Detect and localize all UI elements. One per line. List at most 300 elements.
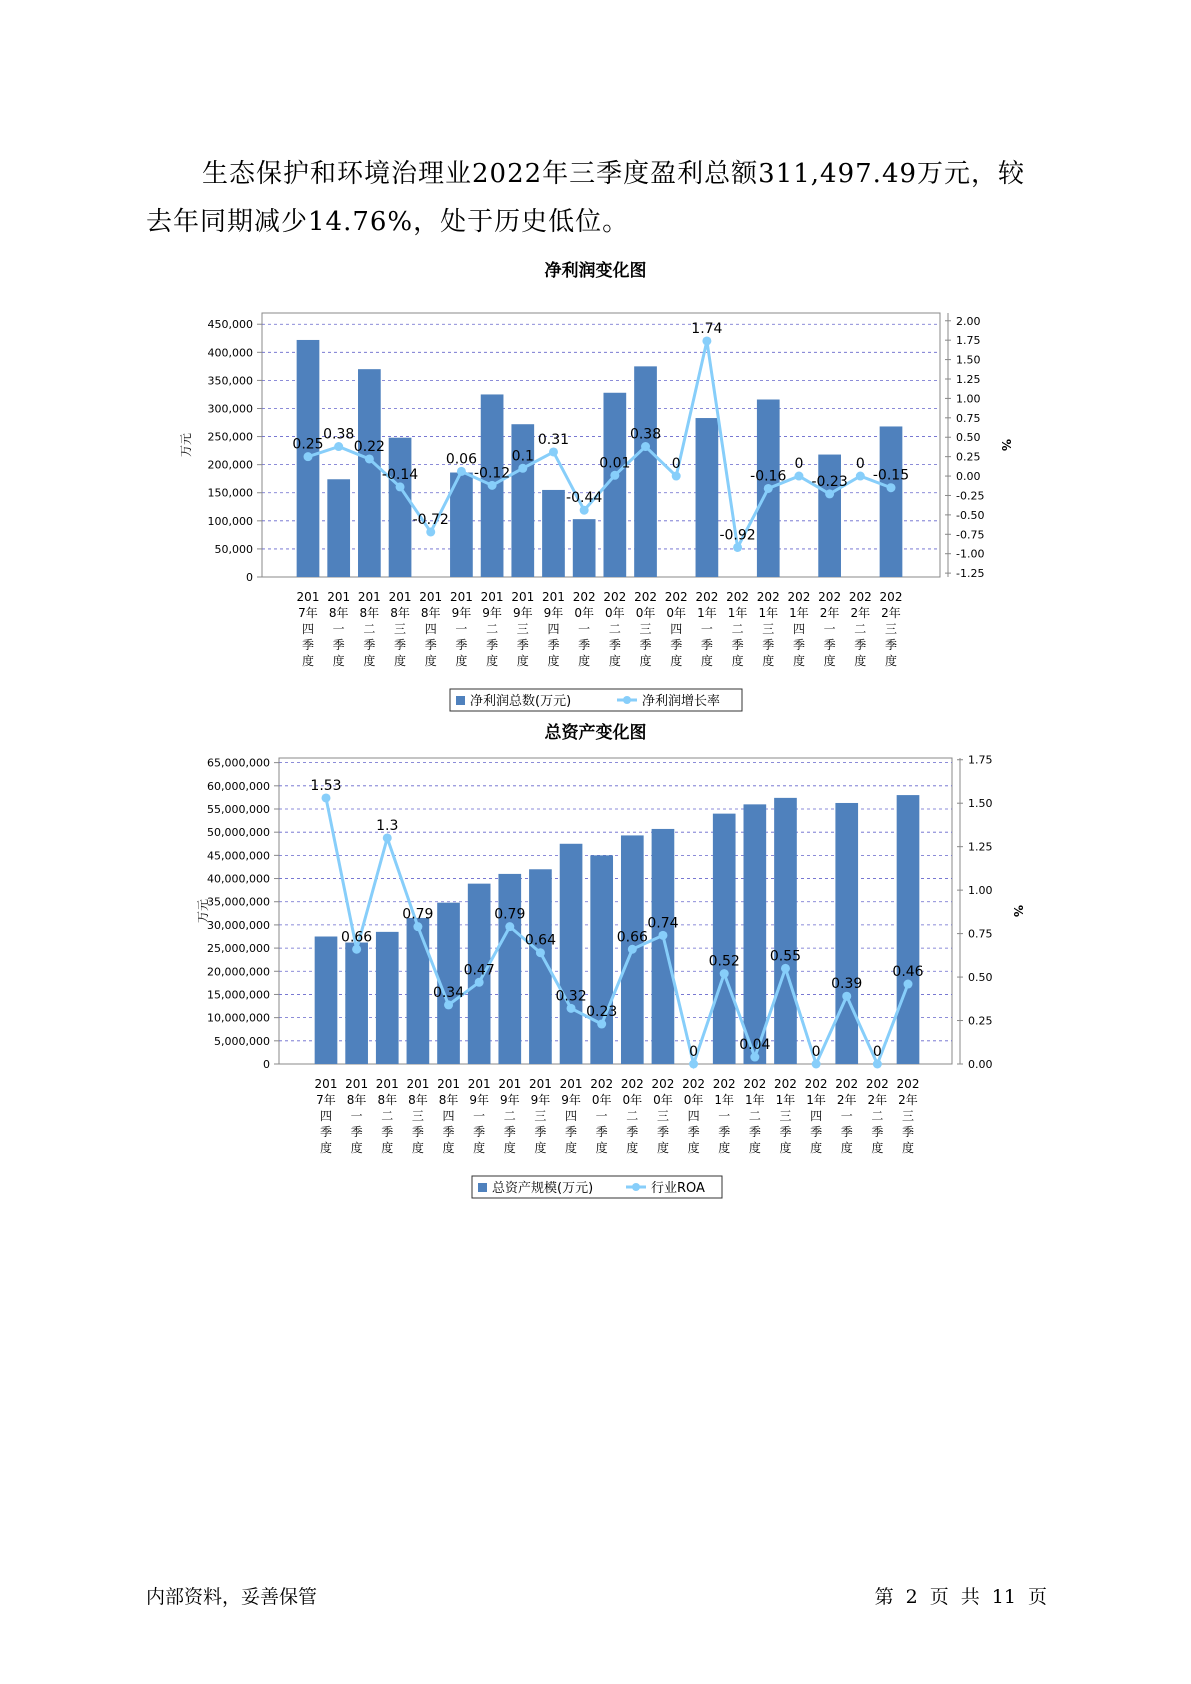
left-tick-label: 50,000,000 (207, 826, 270, 840)
x-tick-label: 度 (350, 1141, 363, 1155)
right-tick-label: -0.75 (956, 528, 985, 542)
x-tick-label: 度 (394, 654, 407, 668)
right-tick-label: -1.00 (956, 547, 985, 561)
left-tick-label: 0 (246, 571, 253, 584)
x-tick-label: 201 (327, 590, 351, 604)
line-point (413, 922, 422, 931)
data-label: 0.46 (892, 964, 924, 981)
line-point (641, 442, 650, 451)
x-tick-label: 季 (381, 1125, 394, 1139)
x-tick-label: 度 (840, 1141, 853, 1155)
x-tick-label: 三 (901, 1109, 915, 1123)
right-tick-label: 1.25 (968, 840, 993, 854)
bar (560, 844, 583, 1064)
right-tick-label: -1.25 (956, 567, 985, 581)
x-tick-label: 一 (350, 1109, 363, 1123)
right-tick-label: 0.00 (968, 1058, 993, 1071)
x-tick-label: 季 (578, 638, 591, 652)
x-tick-label: 一 (718, 1109, 731, 1123)
x-tick-label: 四 (810, 1109, 823, 1123)
data-label: 0 (811, 1044, 821, 1060)
x-tick-label: 9年 (561, 1093, 581, 1107)
bar (327, 479, 350, 577)
data-label: 0.64 (524, 932, 557, 949)
x-tick-label: 季 (608, 638, 621, 652)
x-tick-label: 8年 (390, 606, 410, 620)
line-point (764, 484, 773, 493)
x-tick-label: 季 (639, 638, 652, 652)
right-tick-label: 0.75 (956, 411, 981, 425)
left-tick-label: 45,000,000 (207, 849, 270, 863)
x-tick-label: 一 (700, 622, 713, 636)
x-tick-label: 201 (388, 590, 412, 604)
left-tick-label: 5,000,000 (214, 1034, 270, 1048)
x-tick-label: 二 (854, 622, 867, 636)
summary-paragraph (146, 150, 1046, 246)
x-tick-label: 二 (363, 622, 376, 636)
bar (345, 943, 368, 1064)
legend-bar-label: 总资产规模(万元) (492, 1181, 594, 1196)
x-tick-label: 201 (528, 1077, 552, 1091)
x-tick-label: 度 (854, 654, 867, 668)
x-tick-label: 201 (559, 1077, 583, 1091)
data-label: 0.55 (769, 948, 802, 965)
x-tick-label: 1年 (806, 1093, 826, 1107)
left-tick-label: 60,000,000 (207, 779, 270, 793)
right-tick-label: 0.00 (956, 470, 981, 484)
x-tick-label: 季 (670, 638, 683, 652)
x-tick-label: 2年 (881, 606, 901, 620)
left-tick-label: 450,000 (207, 318, 253, 332)
left-tick-label: 40,000,000 (207, 872, 270, 886)
x-tick-label: 9年 (469, 1093, 489, 1107)
x-tick-label: 201 (498, 1077, 522, 1091)
x-tick-label: 季 (792, 638, 805, 652)
x-tick-label: 季 (486, 638, 499, 652)
x-tick-label: 度 (718, 1141, 731, 1155)
data-label: 1.74 (691, 320, 723, 337)
x-tick-label: 度 (762, 654, 775, 668)
x-tick-label: 202 (664, 590, 688, 604)
x-tick-label: 度 (534, 1141, 547, 1155)
bar (358, 369, 381, 577)
x-tick-label: 二 (608, 622, 621, 636)
x-tick-label: 三 (516, 622, 529, 636)
x-tick-label: 四 (565, 1109, 578, 1123)
x-tick-label: 二 (381, 1109, 394, 1123)
x-tick-label: 度 (884, 654, 898, 668)
line-point (856, 472, 865, 481)
x-tick-label: 季 (442, 1125, 455, 1139)
data-label: 0 (872, 1044, 882, 1060)
line-point (536, 948, 545, 957)
data-label: 0 (671, 456, 681, 473)
x-tick-label: 201 (296, 590, 320, 604)
left-tick-label: 10,000,000 (207, 1011, 270, 1025)
x-tick-label: 季 (762, 638, 775, 652)
x-tick-label: 201 (449, 590, 473, 604)
line-point (352, 945, 361, 954)
x-tick-label: 四 (547, 622, 560, 636)
x-tick-label: 度 (486, 654, 499, 668)
x-tick-label: 度 (687, 1141, 700, 1155)
x-tick-label: 202 (787, 590, 811, 604)
x-tick-label: 度 (595, 1141, 608, 1155)
x-tick-label: 季 (854, 638, 867, 652)
x-tick-label: 0年 (666, 606, 687, 620)
data-label: -0.44 (566, 490, 603, 507)
x-tick-label: 度 (455, 654, 468, 668)
line-point (733, 543, 742, 552)
x-tick-label: 9年 (499, 1093, 520, 1107)
x-tick-label: 三 (411, 1109, 424, 1123)
data-label: 0 (855, 456, 865, 473)
x-tick-label: 度 (639, 654, 652, 668)
bar (774, 798, 797, 1064)
x-tick-label: 度 (363, 654, 376, 668)
x-tick-label: 度 (547, 654, 560, 668)
bar (744, 804, 767, 1064)
x-tick-label: 0年 (574, 606, 594, 620)
x-tick-label: 202 (634, 590, 657, 604)
x-tick-label: 202 (712, 1077, 736, 1091)
x-tick-label: 202 (590, 1077, 614, 1091)
x-tick-label: 季 (687, 1125, 700, 1139)
x-tick-label: 8年 (359, 606, 380, 620)
page-number: 2 (905, 1586, 918, 1608)
right-tick-label: 1.50 (968, 797, 993, 811)
x-tick-label: 季 (840, 1125, 853, 1139)
x-tick-label: 度 (503, 1141, 516, 1155)
line-point (658, 931, 667, 940)
data-label: -0.23 (811, 473, 848, 490)
data-label: 0.38 (323, 426, 355, 443)
bar (818, 455, 841, 577)
x-tick-label: 8年 (346, 1093, 367, 1107)
right-tick-label: 1.50 (956, 353, 981, 367)
data-label: -0.12 (473, 465, 511, 482)
x-tick-label: 201 (467, 1077, 491, 1091)
x-tick-label: 一 (473, 1109, 486, 1123)
data-label: 0.38 (629, 426, 662, 443)
right-tick-label: 1.75 (968, 753, 993, 767)
line-point (383, 833, 392, 842)
data-label: 0.01 (599, 455, 631, 472)
data-label: 0.32 (555, 988, 587, 1005)
x-tick-label: 季 (626, 1125, 639, 1139)
x-tick-label: 四 (424, 622, 437, 636)
x-tick-label: 7年 (298, 606, 318, 620)
left-tick-label: 100,000 (207, 514, 253, 528)
x-tick-label: 季 (731, 638, 744, 652)
left-tick-label: 0 (263, 1058, 270, 1071)
data-label: 0.52 (708, 953, 740, 970)
x-tick-label: 201 (511, 590, 535, 604)
x-tick-label: 201 (419, 590, 443, 604)
x-tick-label: 度 (748, 1141, 761, 1155)
x-tick-label: 9年 (543, 606, 564, 620)
x-tick-label: 0年 (683, 1093, 704, 1107)
right-tick-label: 1.75 (956, 334, 981, 348)
x-tick-label: 度 (871, 1141, 884, 1155)
x-tick-label: 一 (578, 622, 591, 636)
x-tick-label: 度 (670, 654, 683, 668)
bar (897, 795, 920, 1064)
x-tick-label: 度 (731, 654, 744, 668)
x-tick-label: 季 (350, 1125, 363, 1139)
data-label: 0.1 (511, 448, 534, 465)
line-point (334, 442, 343, 451)
line-point (842, 992, 851, 1001)
x-tick-label: 四 (442, 1109, 455, 1123)
x-tick-label: 0年 (591, 1093, 612, 1107)
x-tick-label: 2年 (819, 606, 840, 620)
x-tick-label: 一 (595, 1109, 608, 1123)
x-tick-label: 202 (818, 590, 842, 604)
x-tick-label: 季 (779, 1125, 792, 1139)
line-point (426, 527, 435, 536)
x-tick-label: 度 (656, 1141, 669, 1155)
left-axis-title: 万元 (179, 432, 193, 458)
left-tick-label: 50,000 (214, 542, 253, 556)
x-tick-label: 三 (656, 1109, 669, 1123)
x-tick-label: 201 (406, 1077, 430, 1091)
x-tick-label: 度 (810, 1141, 823, 1155)
bar (590, 855, 613, 1064)
legend-line-marker (623, 696, 631, 704)
x-tick-label: 一 (332, 622, 345, 636)
x-tick-label: 0年 (605, 606, 625, 620)
x-tick-label: 季 (700, 638, 713, 652)
line-point (567, 1004, 576, 1013)
line-point (781, 964, 790, 973)
x-tick-label: 202 (743, 1077, 767, 1091)
x-tick-label: 度 (779, 1141, 792, 1155)
line-point (597, 1020, 606, 1029)
data-label: -0.16 (750, 468, 787, 485)
x-tick-label: 201 (357, 590, 381, 604)
x-tick-label: 度 (332, 654, 345, 668)
x-tick-label: 三 (884, 622, 898, 636)
right-tick-label: -0.50 (956, 508, 985, 522)
bar (696, 418, 719, 577)
data-label: 0 (689, 1044, 699, 1060)
data-label: -0.92 (719, 527, 756, 544)
right-tick-label: 1.25 (956, 373, 981, 386)
x-tick-label: 1年 (758, 606, 779, 620)
x-tick-label: 201 (542, 590, 565, 604)
data-label: 0.04 (739, 1037, 771, 1054)
x-tick-label: 季 (565, 1125, 578, 1139)
left-tick-label: 250,000 (207, 430, 253, 444)
x-tick-label: 202 (835, 1077, 859, 1091)
right-tick-label: 1.00 (968, 884, 993, 898)
line-point (444, 1000, 453, 1009)
right-tick-label: 2.00 (956, 314, 981, 328)
x-tick-label: 9年 (451, 606, 472, 620)
x-tick-label: 202 (603, 590, 627, 604)
line-point (580, 506, 589, 515)
x-tick-label: 季 (823, 638, 836, 652)
x-tick-label: 8年 (438, 1093, 459, 1107)
left-axis-title: 万元 (196, 898, 210, 924)
x-tick-label: 1年 (745, 1093, 765, 1107)
x-tick-label: 2年 (867, 1093, 888, 1107)
x-tick-label: 8年 (377, 1093, 398, 1107)
data-label: 1.53 (310, 777, 342, 794)
x-tick-label: 季 (718, 1125, 731, 1139)
x-tick-label: 四 (687, 1109, 700, 1123)
x-tick-label: 二 (626, 1109, 639, 1123)
x-tick-label: 季 (901, 1125, 915, 1139)
line-point (488, 481, 497, 490)
bar (376, 932, 399, 1064)
line-point (873, 1060, 882, 1069)
data-label: 0.25 (292, 436, 324, 453)
line-point (812, 1060, 821, 1069)
right-axis-title: % (999, 438, 1013, 452)
left-tick-label: 20,000,000 (207, 965, 270, 979)
x-tick-label: 季 (810, 1125, 823, 1139)
x-tick-label: 202 (774, 1077, 797, 1091)
x-tick-label: 202 (620, 1077, 644, 1091)
data-label: 0.74 (647, 915, 679, 932)
bar (542, 490, 565, 577)
line-point (396, 482, 405, 491)
x-tick-label: 1年 (697, 606, 717, 620)
data-label: 0.47 (463, 962, 495, 979)
data-label: -0.72 (412, 511, 449, 528)
bar (835, 803, 858, 1064)
x-tick-label: 1年 (789, 606, 809, 620)
right-tick-label: -0.25 (956, 489, 985, 503)
x-tick-label: 季 (516, 638, 529, 652)
x-tick-label: 季 (503, 1125, 516, 1139)
x-tick-label: 度 (424, 654, 437, 668)
total-unit: 页 (1027, 1586, 1047, 1608)
x-tick-label: 201 (345, 1077, 369, 1091)
data-label: 0.66 (341, 929, 373, 946)
total-pages: 11 (991, 1586, 1016, 1608)
bar (713, 814, 736, 1064)
line-point (475, 978, 484, 987)
chart2-title: 总资产变化图 (544, 723, 647, 743)
x-tick-label: 四 (792, 622, 805, 636)
x-tick-label: 202 (695, 590, 719, 604)
x-tick-label: 季 (884, 638, 898, 652)
line-point (672, 472, 681, 481)
x-tick-label: 9年 (482, 606, 502, 620)
data-label: 0.34 (432, 984, 465, 1001)
x-tick-label: 8年 (420, 606, 441, 620)
x-tick-label: 2年 (836, 1093, 857, 1107)
x-tick-label: 201 (437, 1077, 460, 1091)
x-tick-label: 季 (534, 1125, 547, 1139)
left-tick-label: 25,000,000 (207, 942, 270, 956)
x-tick-label: 8年 (328, 606, 349, 620)
x-tick-label: 度 (792, 654, 805, 668)
summary-text: 生态保护和环境治理业2022年三季度盈利总额311,497.49万元，较去年同期减少14.76%，处于历史低位。 (146, 159, 1026, 237)
x-tick-label: 二 (748, 1109, 761, 1123)
x-tick-label: 度 (626, 1141, 639, 1155)
x-tick-label: 度 (411, 1141, 424, 1155)
line-point (457, 467, 466, 476)
x-tick-label: 1年 (714, 1093, 735, 1107)
left-tick-label: 55,000,000 (207, 803, 270, 816)
total-assets-chart (0, 752, 1191, 1196)
line-point (549, 447, 558, 456)
x-tick-label: 8年 (408, 1093, 428, 1107)
x-tick-label: 202 (896, 1077, 920, 1091)
x-tick-label: 季 (455, 638, 468, 652)
data-label: 1.3 (376, 817, 399, 834)
right-tick-label: 0.75 (968, 927, 993, 941)
data-label: 0 (794, 456, 804, 473)
bar (498, 874, 521, 1064)
legend-line-label: 行业ROA (651, 1181, 705, 1196)
legend-bar-label: 净利润总数(万元) (470, 694, 572, 709)
legend-line-marker (632, 1183, 640, 1191)
x-tick-label: 四 (670, 622, 683, 636)
bar (511, 424, 534, 577)
bar (315, 937, 338, 1065)
left-tick-label: 300,000 (207, 402, 253, 416)
left-tick-label: 30,000,000 (207, 918, 270, 932)
left-tick-label: 35,000,000 (207, 895, 270, 909)
line-point (304, 452, 313, 461)
left-tick-label: 400,000 (207, 346, 253, 360)
x-tick-label: 三 (394, 622, 407, 636)
x-tick-label: 度 (578, 654, 591, 668)
data-label: -0.14 (381, 466, 419, 483)
x-tick-label: 季 (411, 1125, 424, 1139)
x-tick-label: 1年 (775, 1093, 796, 1107)
x-tick-label: 三 (534, 1109, 547, 1123)
net-profit-chart (0, 290, 1191, 710)
x-tick-label: 二 (871, 1109, 884, 1123)
line-point (322, 793, 331, 802)
x-tick-label: 2年 (850, 606, 871, 620)
x-tick-label: 202 (804, 1077, 828, 1091)
x-tick-label: 度 (301, 654, 315, 668)
x-tick-label: 三 (639, 622, 652, 636)
x-tick-label: 202 (651, 1077, 675, 1091)
data-label: 0.39 (831, 976, 863, 993)
bar (389, 438, 412, 577)
x-tick-label: 季 (319, 1125, 333, 1139)
x-tick-label: 三 (762, 622, 775, 636)
line-point (365, 454, 374, 463)
bar (407, 918, 430, 1064)
x-tick-label: 季 (332, 638, 345, 652)
data-label: 0.31 (537, 431, 570, 448)
x-tick-label: 二 (731, 622, 744, 636)
data-label: 0.79 (402, 906, 434, 923)
x-tick-label: 季 (301, 638, 315, 652)
x-tick-label: 202 (682, 1077, 706, 1091)
x-tick-label: 201 (480, 590, 504, 604)
right-tick-label: 0.50 (956, 431, 981, 445)
x-tick-label: 二 (486, 622, 499, 636)
x-tick-label: 9年 (530, 1093, 551, 1107)
x-tick-label: 季 (595, 1125, 608, 1139)
line-point (610, 471, 619, 480)
line-point (750, 1053, 759, 1062)
x-tick-label: 季 (424, 638, 437, 652)
x-tick-label: 2年 (898, 1093, 918, 1107)
x-tick-label: 9年 (512, 606, 533, 620)
x-tick-label: 度 (823, 654, 836, 668)
